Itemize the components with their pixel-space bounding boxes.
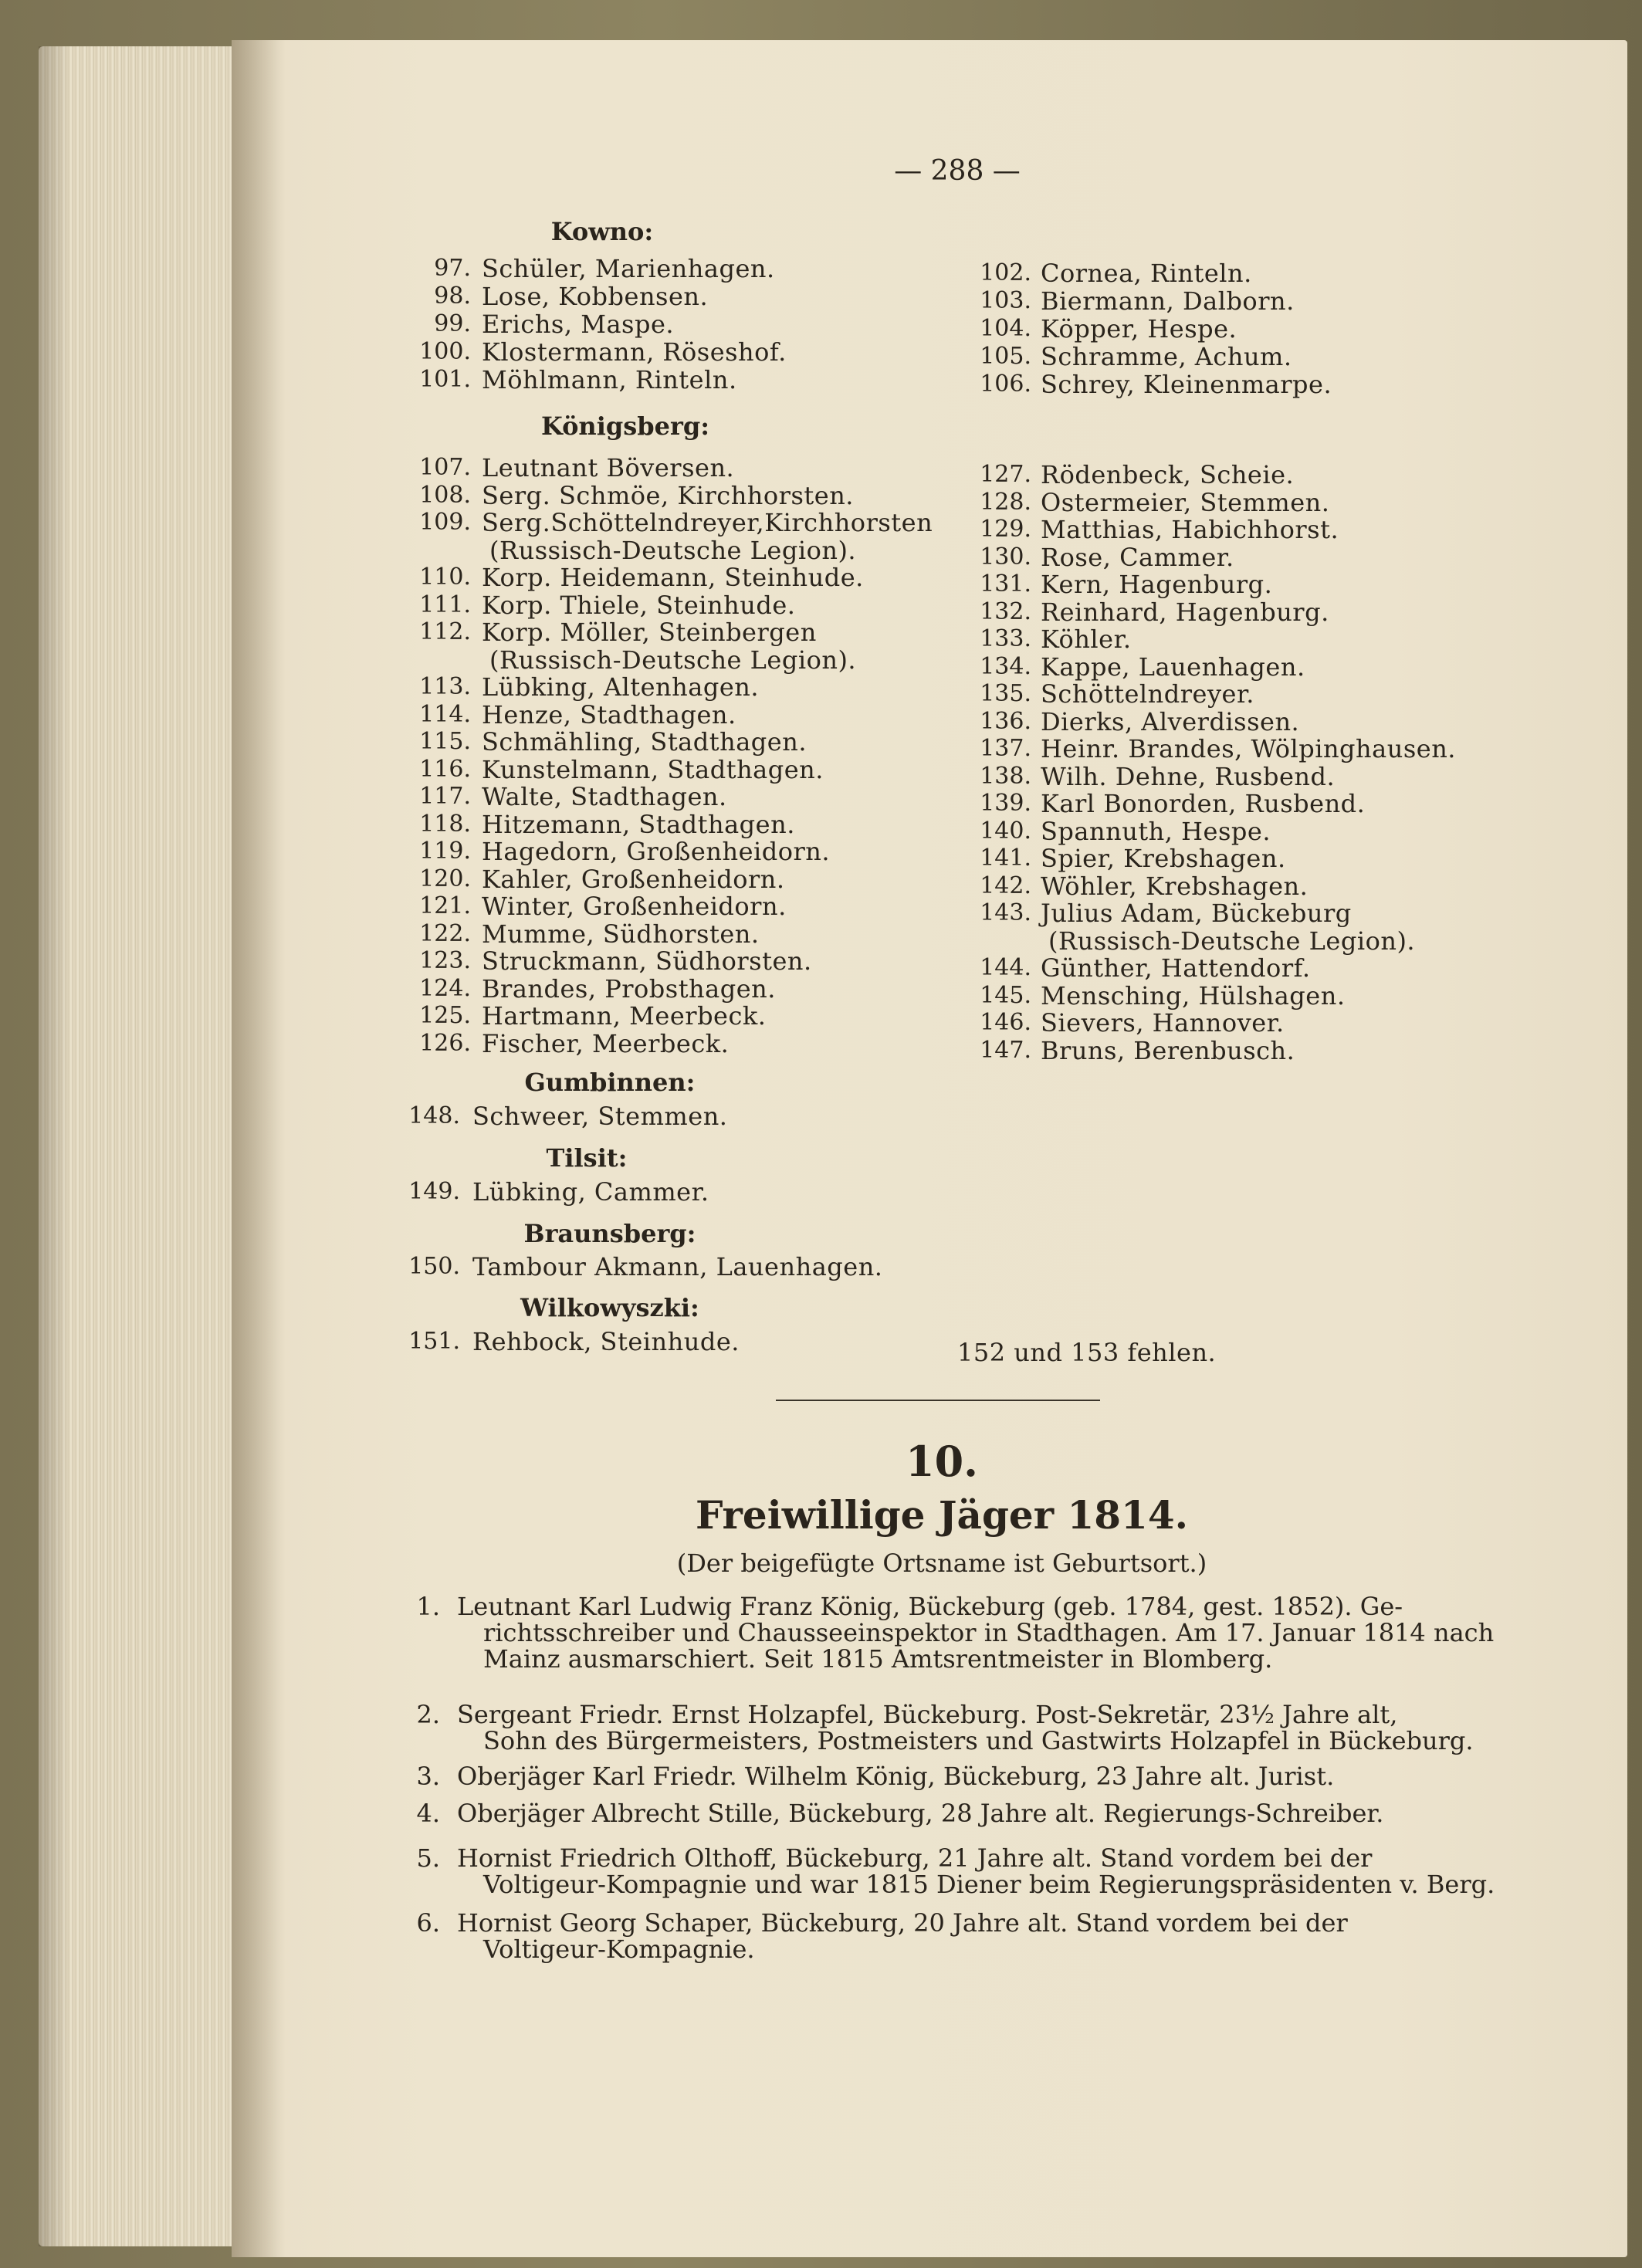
chapter-subtitle: (Der beigefügte Ortsname ist Geburtsort.) <box>676 1549 1207 1578</box>
list-item-text: Ostermeier, Stemmen. <box>1041 487 1330 517</box>
list-item-text: Erichs, Maspe. <box>482 310 675 339</box>
entry-line: Sohn des Bürgermeisters, Postmeisters und Gastwirts Holzapfel in Bückeburg. <box>483 1726 1474 1755</box>
list-item-number: 113. <box>419 673 471 700</box>
list-item-number: 112. <box>419 618 471 645</box>
entry-number: 5. <box>416 1843 440 1873</box>
list-item-number: 98. <box>434 283 471 310</box>
list-item-number: 129. <box>980 516 1031 543</box>
list-item-text: (Russisch-Deutsche Legion). <box>489 645 857 675</box>
section-heading-gumbinnen: Gumbinnen: <box>524 1068 696 1097</box>
entry-number: 2. <box>416 1700 440 1729</box>
entry-line: Mainz ausmarschiert. Seit 1815 Amtsrentmeister in Blomberg. <box>483 1644 1273 1674</box>
list-item-text: Günther, Hattendorf. <box>1041 953 1311 983</box>
chapter-number: 10. <box>906 1437 978 1486</box>
entry-number: 1. <box>416 1592 440 1621</box>
page-number: — 288 — <box>894 155 1021 187</box>
list-item-number: 120. <box>419 865 471 892</box>
list-item-number: 138. <box>980 762 1031 790</box>
entry-line: Voltigeur-Kompagnie und war 1815 Diener beim Regierungspräsidenten v. Berg. <box>483 1870 1495 1899</box>
list-item-text: Dierks, Alverdissen. <box>1041 706 1300 736</box>
list-item-text: Mensching, Hülshagen. <box>1041 980 1346 1010</box>
section-heading-braunsberg: Braunsberg: <box>523 1219 696 1248</box>
missing-entries-note: 152 und 153 fehlen. <box>957 1338 1217 1367</box>
list-item-number: 150. <box>408 1253 460 1280</box>
list-item-text: Kappe, Lauenhagen. <box>1041 652 1305 682</box>
entry-line: Oberjäger Karl Friedr. Wilhelm König, Bückeburg, 23 Jahre alt. Jurist. <box>457 1762 1335 1791</box>
list-item-text: (Russisch-Deutsche Legion). <box>1048 926 1416 956</box>
entry-number: 4. <box>416 1799 440 1828</box>
section-heading-koenigsberg: Königsberg: <box>540 411 710 441</box>
gutter-shadow <box>232 40 286 2257</box>
list-item-number: 125. <box>419 1002 471 1029</box>
list-item-text: Schmähling, Stadthagen. <box>482 727 807 757</box>
list-item-number: 97. <box>434 255 471 282</box>
list-item-number: 109. <box>419 509 471 536</box>
list-item-text: Struckmann, Südhorsten. <box>482 946 812 976</box>
list-item-text: Reinhard, Hagenburg. <box>1041 597 1329 627</box>
list-item-number: 137. <box>980 735 1031 762</box>
list-item-text: Wilh. Dehne, Rusbend. <box>1041 761 1336 791</box>
list-item-number: 107. <box>419 454 471 481</box>
list-item-number: 140. <box>980 817 1031 845</box>
list-item-number: 122. <box>419 919 471 947</box>
list-item-number: 102. <box>980 259 1031 286</box>
list-item-number: 118. <box>419 810 471 838</box>
list-item-number: 104. <box>980 315 1031 342</box>
entry-number: 6. <box>416 1908 440 1938</box>
list-item-text: Matthias, Habichhorst. <box>1041 515 1339 544</box>
list-item-number: 128. <box>980 488 1031 516</box>
list-item-text: Winter, Großenheidorn. <box>482 892 787 921</box>
list-item-number: 147. <box>980 1036 1031 1064</box>
list-item-number: 106. <box>980 371 1031 398</box>
entry-line: Sergeant Friedr. Ernst Holzapfel, Bückeburg. Post-Sekretär, 23½ Jahre alt, <box>457 1700 1398 1729</box>
list-item-text: Hartmann, Meerbeck. <box>482 1001 767 1031</box>
list-item-number: 133. <box>980 625 1031 652</box>
entry-line: richtsschreiber und Chausseeinspektor in Stadthagen. Am 17. Januar 1814 nach <box>483 1618 1495 1647</box>
entry-number: 3. <box>416 1762 440 1791</box>
list-item-number: 111. <box>419 591 471 618</box>
list-item-text: Lübking, Altenhagen. <box>482 672 760 702</box>
list-item-text: Schöttelndreyer. <box>1041 679 1254 709</box>
list-item-text: Korp. Möller, Steinbergen <box>482 618 817 647</box>
list-item-number: 123. <box>419 947 471 974</box>
list-item-number: 126. <box>419 1029 471 1057</box>
list-item-text: Kunstelmann, Stadthagen. <box>482 754 824 784</box>
list-item-text: (Russisch-Deutsche Legion). <box>489 535 857 565</box>
list-item-number: 110. <box>419 564 471 591</box>
list-item-text: Brandes, Probsthagen. <box>482 973 776 1004</box>
list-item-text: Serg. Schmöe, Kirchhorsten. <box>482 480 854 510</box>
list-item-number: 149. <box>408 1178 460 1205</box>
entry-line: Oberjäger Albrecht Stille, Bückeburg, 28 Jahre alt. Regierungs-Schreiber. <box>457 1799 1384 1828</box>
list-item-text: Heinr. Brandes, Wölpinghausen. <box>1041 734 1456 763</box>
entry-line: Hornist Friedrich Olthoff, Bückeburg, 21 Jahre alt. Stand vordem bei der <box>457 1843 1373 1873</box>
list-item-number: 145. <box>980 981 1031 1009</box>
list-item-text: Wöhler, Krebshagen. <box>1041 871 1309 901</box>
list-item-text: Cornea, Rinteln. <box>1041 259 1252 288</box>
section-heading-tilsit: Tilsit: <box>546 1143 628 1173</box>
list-item-text: Köpper, Hespe. <box>1041 314 1237 344</box>
list-item-number: 103. <box>980 287 1031 314</box>
list-item-text: Rose, Cammer. <box>1041 542 1234 572</box>
list-item-text: Walte, Stadthagen. <box>482 782 727 811</box>
list-item-number: 99. <box>434 310 471 337</box>
entry-line: Voltigeur-Kompagnie. <box>483 1935 755 1964</box>
list-item-number: 142. <box>980 872 1031 899</box>
list-item-text: Schramme, Achum. <box>1041 342 1292 371</box>
list-item-text: Lübking, Cammer. <box>472 1177 709 1207</box>
list-item-number: 121. <box>419 892 471 919</box>
list-item-text: Schüler, Marienhagen. <box>482 254 775 283</box>
list-item-text: Klostermann, Röseshof. <box>482 337 787 367</box>
list-item-number: 135. <box>980 680 1031 707</box>
list-item-text: Hagedorn, Großenheidorn. <box>482 837 831 866</box>
list-item-text: Sievers, Hannover. <box>1041 1008 1285 1038</box>
list-item-text: Mumme, Südhorsten. <box>482 919 760 949</box>
list-item-number: 127. <box>980 461 1031 488</box>
list-item-text: Serg.Schöttelndreyer,Kirchhorsten <box>482 508 933 537</box>
list-item-number: 100. <box>419 338 471 365</box>
list-item-text: Schrey, Kleinenmarpe. <box>1041 370 1332 399</box>
list-item-text: Tambour Akmann, Lauenhagen. <box>472 1252 883 1281</box>
entry-line: Leutnant Karl Ludwig Franz König, Bückeburg (geb. 1784, gest. 1852). Ge- <box>457 1592 1403 1621</box>
list-item-text: Köhler. <box>1041 625 1132 654</box>
list-item-text: Schweer, Stemmen. <box>472 1102 728 1131</box>
section-heading-kowno: Kowno: <box>550 217 654 246</box>
list-item-number: 132. <box>980 597 1031 625</box>
list-item-text: Kern, Hagenburg. <box>1041 570 1273 599</box>
list-item-text: Leutnant Böversen. <box>482 453 735 482</box>
list-item-number: 130. <box>980 543 1031 570</box>
list-item-number: 146. <box>980 1009 1031 1036</box>
list-item-text: Kahler, Großenheidorn. <box>482 864 785 894</box>
list-item-number: 119. <box>419 838 471 865</box>
list-item-text: Korp. Thiele, Steinhude. <box>482 590 796 620</box>
list-item-number: 108. <box>419 481 471 509</box>
list-item-number: 148. <box>408 1102 460 1129</box>
list-item-number: 151. <box>408 1328 460 1355</box>
list-item-number: 143. <box>980 899 1031 926</box>
page-edges <box>39 46 239 2246</box>
list-item-number: 116. <box>419 755 471 783</box>
list-item-number: 105. <box>980 343 1031 370</box>
list-item-number: 136. <box>980 707 1031 735</box>
list-item-text: Julius Adam, Bückeburg <box>1041 899 1352 928</box>
list-item-text: Spier, Krebshagen. <box>1041 844 1286 873</box>
list-item-number: 114. <box>419 700 471 728</box>
list-item-text: Bruns, Berenbusch. <box>1041 1035 1295 1065</box>
list-item-text: Rödenbeck, Scheie. <box>1041 460 1295 489</box>
section-heading-wilkowyszki: Wilkowyszki: <box>520 1293 699 1322</box>
list-item-text: Möhlmann, Rinteln. <box>482 365 737 394</box>
list-item-text: Spannuth, Hespe. <box>1041 816 1271 846</box>
chapter-title: Freiwillige Jäger 1814. <box>695 1492 1189 1538</box>
list-item-text: Henze, Stadthagen. <box>482 699 736 729</box>
list-item-number: 139. <box>980 790 1031 817</box>
list-item-number: 144. <box>980 954 1031 981</box>
list-item-text: Hitzemann, Stadthagen. <box>482 809 795 839</box>
list-item-text: Karl Bonorden, Rusbend. <box>1041 789 1366 818</box>
list-item-text: Korp. Heidemann, Steinhude. <box>482 563 864 592</box>
list-item-number: 115. <box>419 728 471 755</box>
list-item-number: 134. <box>980 652 1031 680</box>
list-item-text: Fischer, Meerbeck. <box>482 1028 730 1058</box>
section-divider <box>776 1400 1100 1401</box>
list-item-text: Lose, Kobbensen. <box>482 282 709 311</box>
list-item-text: Biermann, Dalborn. <box>1041 286 1295 316</box>
list-item-text: Rehbock, Steinhude. <box>472 1327 740 1356</box>
entry-line: Hornist Georg Schaper, Bückeburg, 20 Jahre alt. Stand vordem bei der <box>457 1908 1348 1938</box>
list-item-number: 131. <box>980 570 1031 597</box>
list-item-number: 117. <box>419 783 471 810</box>
list-item-number: 101. <box>419 366 471 393</box>
list-item-number: 141. <box>980 845 1031 872</box>
list-item-number: 124. <box>419 974 471 1002</box>
